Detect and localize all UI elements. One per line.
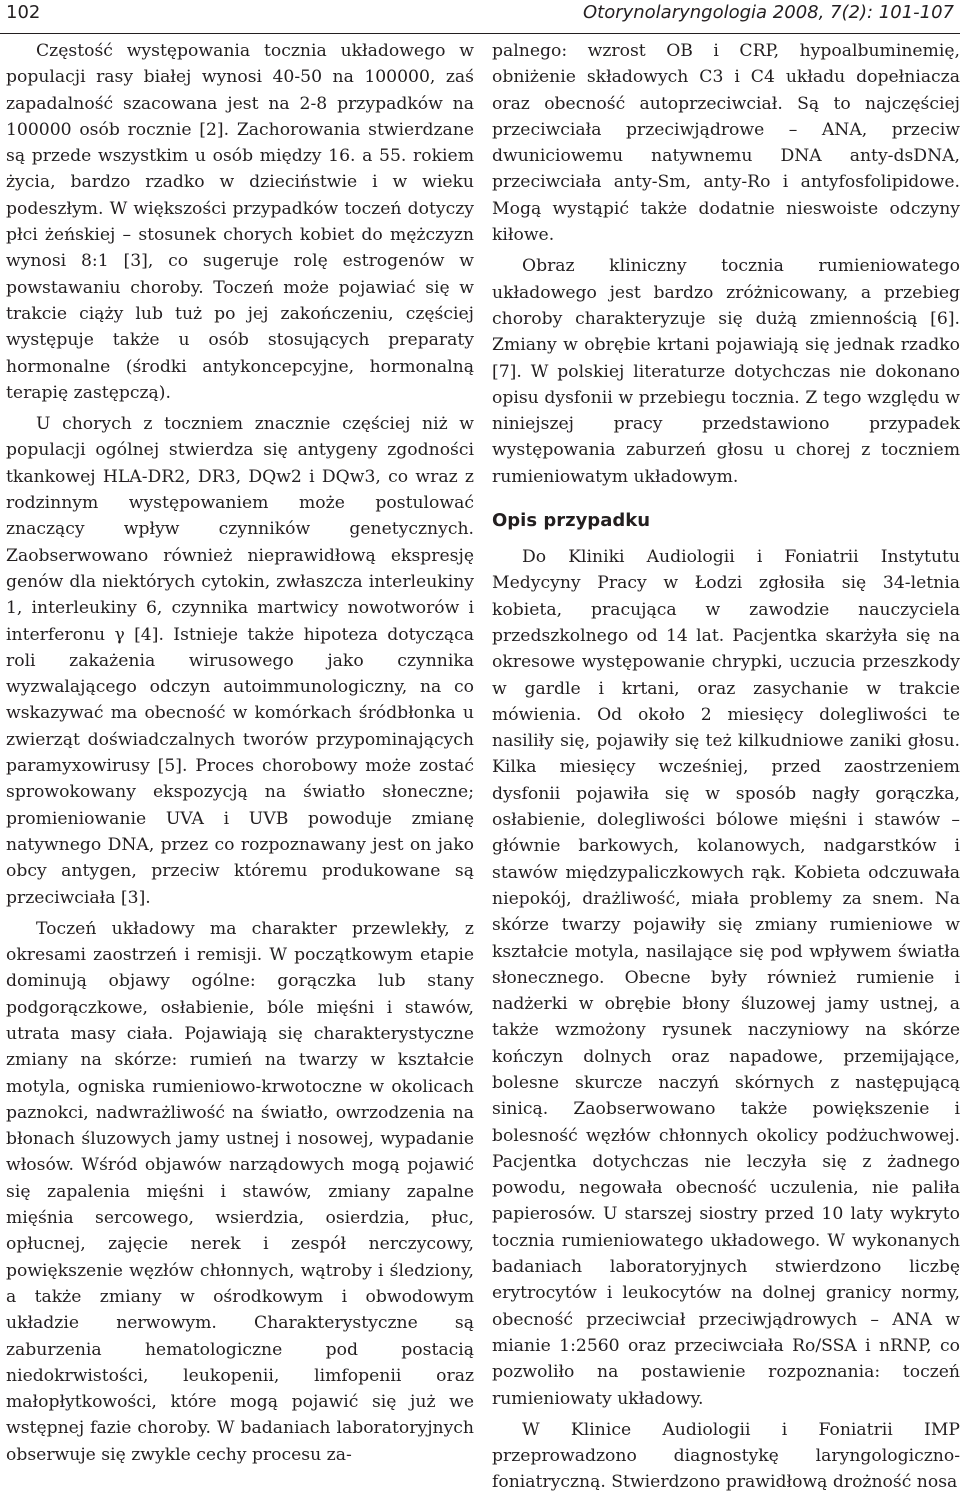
paragraph-clinical-picture: Obraz kliniczny tocznia rumieniowatego układowego jest bardzo zróżnicowany, a przebieg choroby charakteryzuje się dużą zmiennością [6]. Zmiany w obrębie krtani pojawiają się jednak rzadko [7]. W polskiej literaturze dotychczas nie dokonano opisu dysfonii w przebiegu tocznia. Z tego względu w niniejszej pracy przedstawiono przypadek występowania zaburzeń głosu u chorej z toczniem rumieniowatym układowym. (492, 256, 960, 487)
page-number: 102 (6, 2, 41, 23)
left-column (6, 38, 474, 1465)
journal-citation: Otorynolaryngologia 2008, 7(2): 101-107 (582, 2, 954, 23)
section-heading-case-report: Opis przypadku (492, 510, 651, 532)
paragraph-lab-findings-continued: palnego: wzrost OB i CRP, hypoalbuminemię, obniżenie składowych C3 i C4 układu dopełniacza oraz obecność autoprzeciwciał. Są to najczęściej przeciwciała przeciwjądrowe – ANA, przeciw dwuniciowemu natywnemu DNA anty-dsDNA, przeciwciała anty-Sm, anty-Ro i antyfosfolipidowe. Mogą wystąpić także dodatnie nieswoiste odczyny kiłowe. (492, 41, 960, 246)
right-column (492, 38, 960, 1493)
paragraph-case-diagnostics: W Klinice Audiologii i Foniatrii IMP przeprowadzono diagnostykę laryngologiczno-foniatryczną. Stwierdzono prawidłową drożność nosa (492, 1419, 960, 1493)
paragraph-epidemiology: Częstość występowania tocznia układowego w populacji rasy białej wynosi 40-50 na 100000, zaś zapadalność szacowana jest na 2-8 przypadków na 100000 osób rocznie [2]. Zachorowania stwierdzane są przede wszystkim u osób między 16. a 55. rokiem życia, bardzo rzadko w dzieciństwie i w wieku podeszłym. W większości przypadków toczeń dotyczy płci żeńskiej – stosunek chorych kobiet do mężczyzn wynosi 8:1 [3], co sugeruje rolę estrogenów w powstawaniu choroby. Toczeń może pojawiać się w trakcie ciąży lub tuż po jej zakończeniu, częściej występuje także u osób stosujących preparaty hormonalne (środki antykoncepcyjne, hormonalną terapię zastępczą). (6, 41, 474, 403)
running-header (0, 0, 960, 34)
paragraph-clinical-course: Toczeń układowy ma charakter przewlekły, z okresami zaostrzeń i remisji. W początkowym etapie dominują objawy ogólne: gorączka lub stany podgorączkowe, osłabienie, bóle mięśni i stawów, utrata masy ciała. Pojawiają się charakterystyczne zmiany na skórze: rumień na twarzy w kształcie motyla, ogniska rumieniowo-krwotoczne w okolicach paznokci, nadwrażliwość na światło, owrzodzenia na błonach śluzowych jamy ustnej i nosowej, wypadanie włosów. Wśród objawów narządowych mogą pojawić się zapalenia mięśni i stawów, zmiany zapalne mięśnia sercowego, wsierdzia, osierdzia, płuc, opłucnej, zajęcie nerek i zespół nerczycowy, powiększenie węzłów chłonnych, wątroby i śledziony, a także zmiany w ośrodkowym i obwodowym układzie nerwowym. Charakterystyczne są zaburzenia hematologiczne pod postacią niedokrwistości, leukopenii, limfopenii oraz małopłytkowości, które mogą pojawić się już we wstępnej fazie choroby. W badaniach laboratoryjnych obserwuje się zwykle cechy procesu za- (6, 918, 474, 1465)
paragraph-etiology: U chorych z toczniem znacznie częściej niż w populacji ogólnej stwierdza się antygeny zgodności tkankowej HLA-DR2, DR3, DQw2 i DQw3, co wraz z rodzinnym występowaniem może postulować znaczący wpływ czynników genetycznych. Zaobserwowano również nieprawidłową ekspresję genów dla niektórych cytokin, zwłaszcza interleukiny 1, interleukiny 6, czynnika martwicy nowotworów i interferonu γ [4]. Istnieje także hipoteza dotycząca roli zakażenia wirusowego jako czynnika wyzwalającego odczyn autoimmunologiczny, na co wskazywać ma obecność w komórkach śródbłonka u zwierząt doświadczalnych tworów przypominających paramyxowirusy [5]. Proces chorobowy może zostać sprowokowany ekspozycją na światło słoneczne; promieniowanie UVA i UVB powoduje zmianę natywnego DNA, przez co rozpoznawany jest on jako obcy antygen, przeciw któremu produkowane są przeciwciała [3]. (6, 414, 474, 908)
paragraph-case-history: Do Kliniki Audiologii i Foniatrii Instytutu Medycyny Pracy w Łodzi zgłosiła się 34-letnia kobieta, pracująca w zawodzie nauczyciela przedszkolnego od 14 lat. Pacjentka skarżyła się na okresowe występowanie chrypki, uczucia przeszkody w gardle i krtani, oraz zasychanie w trakcie mówienia. Od około 2 miesięcy dolegliwości te nasiliły się, pojawiły się też kilkudniowe zaniki głosu. Kilka miesięcy wcześniej, przed zaostrzeniem dysfonii pojawiła się w sposób nagły gorączka, osłabienie, dolegliwości bólowe mięśni i stawów – głównie barkowych, kolanowych, nadgarstków i stawów międzypaliczkowych rąk. Kobieta odczuwała niepokój, drażliwość, miała problemy za snem. Na skórze twarzy pojawiły się zmiany rumieniowe w kształcie motyla, nasilające się pod wpływem światła słonecznego. Obecne były również rumienie i nadżerki w obrębie błony śluzowej jamy ustnej, a także wzmożony rysunek naczyniowy na skórze kończyn dolnych oraz napadowe, przemijające, bolesne skurcze naczyń skórnych z następującą sinicą. Zaobserwowano także powiększenie i bolesność węzłów chłonnych okolicy podżuchwowej. Pacjentka dotychczas nie leczyła się z żadnego powodu, negowała obecność uczulenia, nie paliła papierosów. U starszej siostry przed 10 laty wykryto tocznia rumieniowatego układowego. W wykonanych badaniach laboratoryjnych stwierdzono liczbę erytrocytów i leukocytów na dolnej granicy normy, obecność przeciwciał przeciwjądrowych – ANA w mianie 1:2560 oraz przeciwciała Ro/SSA i nRNP, co pozwoliło na postawienie rozpoznania: toczeń rumieniowaty układowy. (492, 547, 960, 1409)
